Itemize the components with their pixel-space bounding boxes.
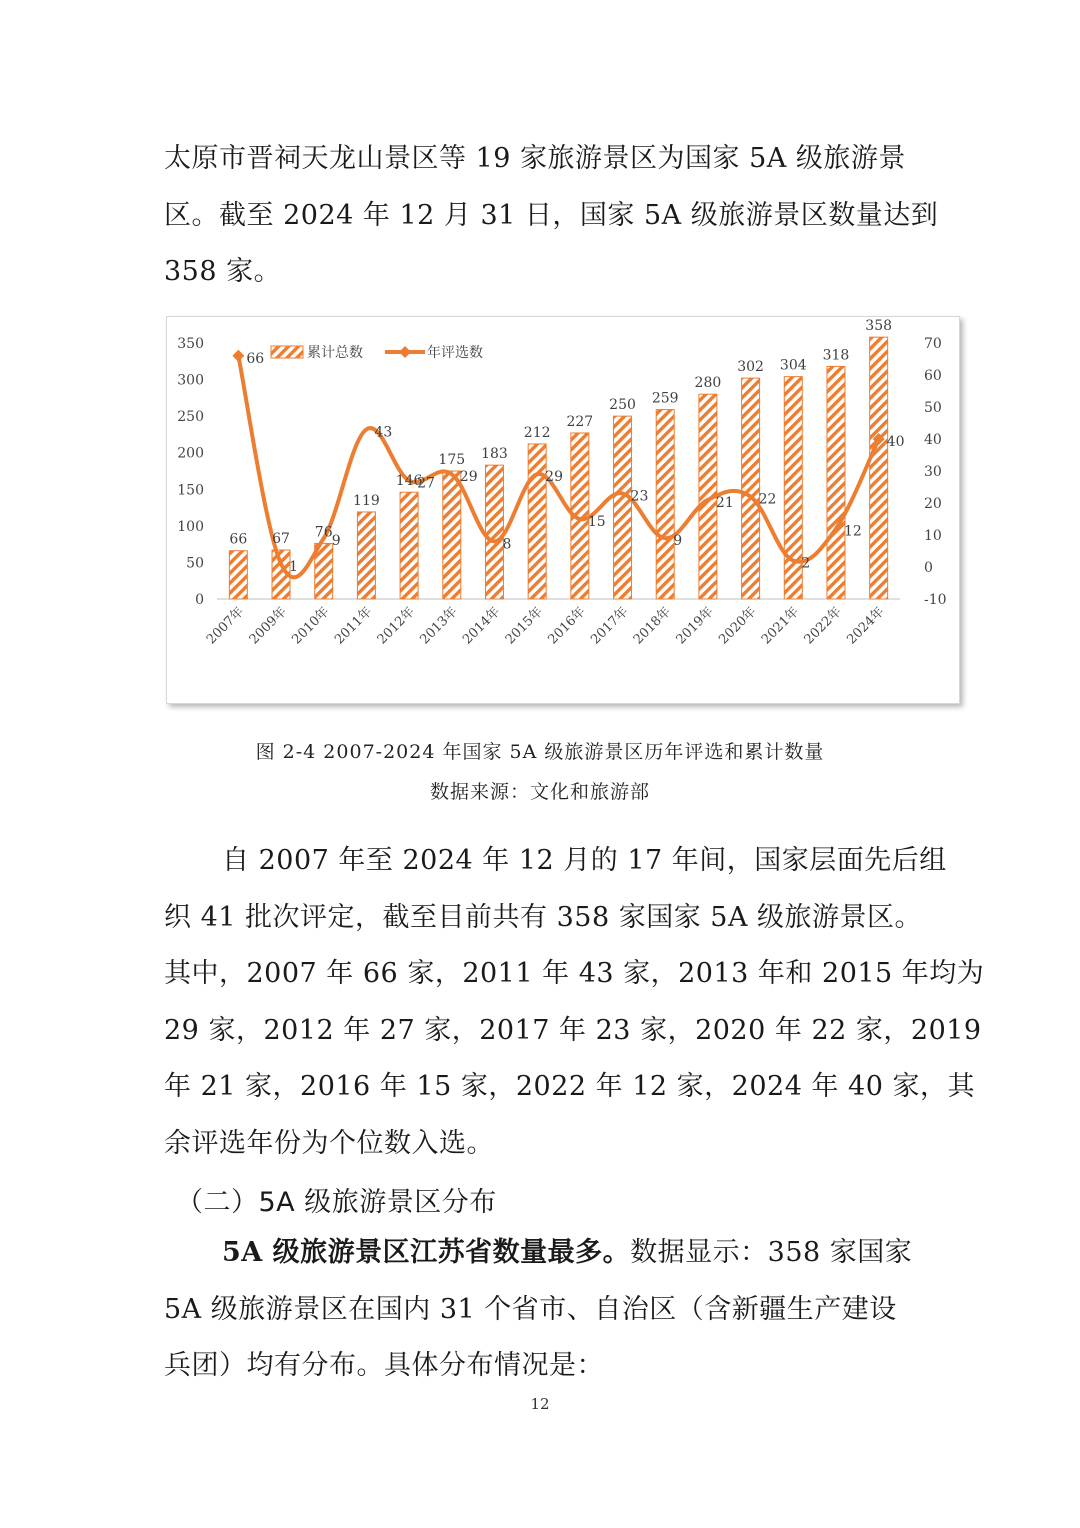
bar-cumulative	[742, 378, 760, 599]
bar-value-label: 227	[566, 413, 594, 430]
y-left-tick-label: 250	[177, 409, 204, 426]
bar-value-label: 318	[822, 347, 850, 364]
bar-cumulative	[656, 410, 674, 599]
bar-cumulative	[528, 444, 546, 599]
bar-value-label: 302	[737, 359, 764, 376]
x-tick-label: 2012年	[374, 604, 418, 648]
line-value-label: 29	[545, 469, 563, 486]
bar-cumulative	[827, 366, 845, 599]
line-value-label: 27	[417, 475, 435, 492]
distribution-paragraph	[164, 1225, 916, 1395]
line-value-label: 1	[289, 558, 298, 575]
intro-line: 区。截至 2024 年 12 月 31 日，国家 5A 级旅游景区数量达到	[164, 199, 939, 231]
bar-value-label: 175	[438, 452, 466, 468]
y-left-tick-label: 150	[177, 482, 204, 499]
line-value-label: 8	[502, 536, 512, 553]
combo-chart	[167, 317, 959, 703]
bar-cumulative	[485, 465, 503, 599]
y-right-tick-label: -10	[924, 592, 947, 608]
bar-value-label: 146	[395, 473, 423, 490]
legend-marker	[399, 346, 411, 358]
x-tick-label: 2018年	[630, 604, 675, 648]
bar-value-label: 119	[353, 492, 380, 509]
line-value-label: 40	[886, 434, 905, 450]
intro-paragraph	[164, 131, 939, 301]
y-right-tick-label: 40	[924, 432, 942, 448]
body-line: 29 家，2012 年 27 家，2017 年 23 家，2020 年 22 家，2019	[164, 1014, 982, 1046]
y-left-tick-label: 0	[195, 592, 204, 608]
line-value-label: 21	[715, 494, 734, 511]
bar-cumulative	[443, 471, 461, 599]
distribution-line: 兵团）均有分布。具体分布情况是：	[164, 1350, 604, 1381]
bar-value-label: 183	[481, 446, 508, 463]
y-right-tick-label: 30	[924, 464, 942, 480]
x-tick-label: 2019年	[673, 604, 717, 648]
bar-value-label: 358	[865, 318, 893, 335]
x-tick-label: 2011年	[332, 604, 376, 648]
figure-caption: 图 2-4 2007-2024 年国家 5A 级旅游景区历年评选和累计数量	[255, 741, 825, 763]
bar-cumulative	[229, 551, 247, 599]
body-line: 其中，2007 年 66 家，2011 年 43 家，2013 年和 2015 年均为	[164, 958, 985, 989]
line-value-label: 23	[630, 488, 649, 505]
bar-value-label: 66	[229, 531, 248, 548]
bar-value-label: 304	[779, 357, 807, 374]
line-value-label: 43	[374, 424, 393, 441]
bar-cumulative	[614, 416, 632, 599]
y-right-tick-label: 60	[924, 368, 942, 384]
x-tick-label: 2022年	[801, 604, 845, 648]
bar-value-label: 280	[694, 375, 722, 392]
distribution-line	[164, 1225, 916, 1282]
bar-value-label: 212	[523, 424, 551, 441]
x-tick-label: 2010年	[289, 604, 333, 648]
distribution-line: 5A 级旅游景区在国内 31 个省市、自治区（含新疆生产建设	[164, 1293, 897, 1325]
bar-cumulative	[784, 377, 802, 599]
legend-label: 年评选数	[427, 345, 483, 361]
distribution-lead: 5A 级旅游景区江苏省数量最多。	[222, 1237, 631, 1268]
line-value-label: 15	[587, 514, 606, 530]
y-right-tick-label: 0	[924, 560, 933, 576]
body-paragraph	[164, 833, 985, 1172]
line-marker	[232, 350, 244, 362]
x-tick-label: 2016年	[545, 604, 589, 648]
y-right-tick-label: 20	[924, 496, 942, 512]
y-left-tick-label: 200	[177, 445, 204, 462]
body-line: 织 41 批次评定，截至目前共有 358 家国家 5A 级旅游景区。	[164, 901, 923, 933]
line-value-label: 66	[246, 350, 265, 367]
line-value-label: 9	[331, 533, 341, 550]
y-right-tick-label: 10	[924, 528, 942, 544]
figure-source: 数据来源：文化和旅游部	[429, 781, 650, 803]
y-left-tick-label: 350	[177, 336, 204, 352]
page-number: 12	[530, 1395, 550, 1413]
bar-value-label: 250	[609, 397, 636, 414]
x-tick-label: 2014年	[460, 604, 504, 648]
line-value-label: 12	[843, 523, 862, 540]
bar-value-label: 259	[651, 390, 679, 407]
x-tick-label: 2007年	[203, 604, 248, 648]
x-tick-label: 2021年	[758, 604, 803, 648]
x-tick-label: 2009年	[246, 604, 290, 648]
x-tick-label: 2024年	[844, 604, 888, 648]
x-tick-label: 2017年	[588, 604, 632, 648]
x-tick-label: 2020年	[716, 604, 760, 648]
body-line: 余评选年份为个位数入选。	[164, 1127, 494, 1159]
y-left-tick-label: 100	[177, 518, 204, 535]
body-line: 自 2007 年至 2024 年 12 月的 17 年间，国家层面先后组	[222, 845, 947, 876]
bar-cumulative	[400, 492, 418, 599]
chart-frame	[166, 316, 960, 704]
line-value-label: 9	[673, 533, 683, 550]
bar-value-label: 67	[272, 530, 290, 547]
line-value-label: 29	[459, 469, 478, 486]
bar-cumulative	[357, 512, 375, 599]
line-value-label: 2	[801, 555, 811, 572]
legend-swatch-bar	[271, 346, 303, 358]
x-tick-label: 2015年	[502, 604, 546, 648]
y-left-tick-label: 300	[177, 372, 204, 389]
bar-cumulative	[870, 337, 888, 599]
legend-label: 累计总数	[307, 345, 363, 361]
intro-line: 358 家。	[164, 256, 282, 287]
y-right-tick-label: 50	[924, 400, 942, 416]
y-right-tick-label: 70	[924, 336, 942, 352]
intro-line: 太原市晋祠天龙山景区等 19 家旅游景区为国家 5A 级旅游景	[164, 143, 906, 174]
bar-value-label: 76	[314, 524, 333, 541]
line-value-label: 22	[758, 491, 777, 508]
section-heading: （二）5A 级旅游景区分布	[176, 1187, 497, 1218]
x-tick-label: 2013年	[417, 604, 461, 648]
y-left-tick-label: 50	[186, 555, 204, 572]
distribution-line-rest: 数据显示：358 家国家	[630, 1237, 913, 1268]
body-line: 年 21 家，2016 年 15 家，2022 年 12 家，2024 年 40 家，其	[164, 1071, 975, 1102]
